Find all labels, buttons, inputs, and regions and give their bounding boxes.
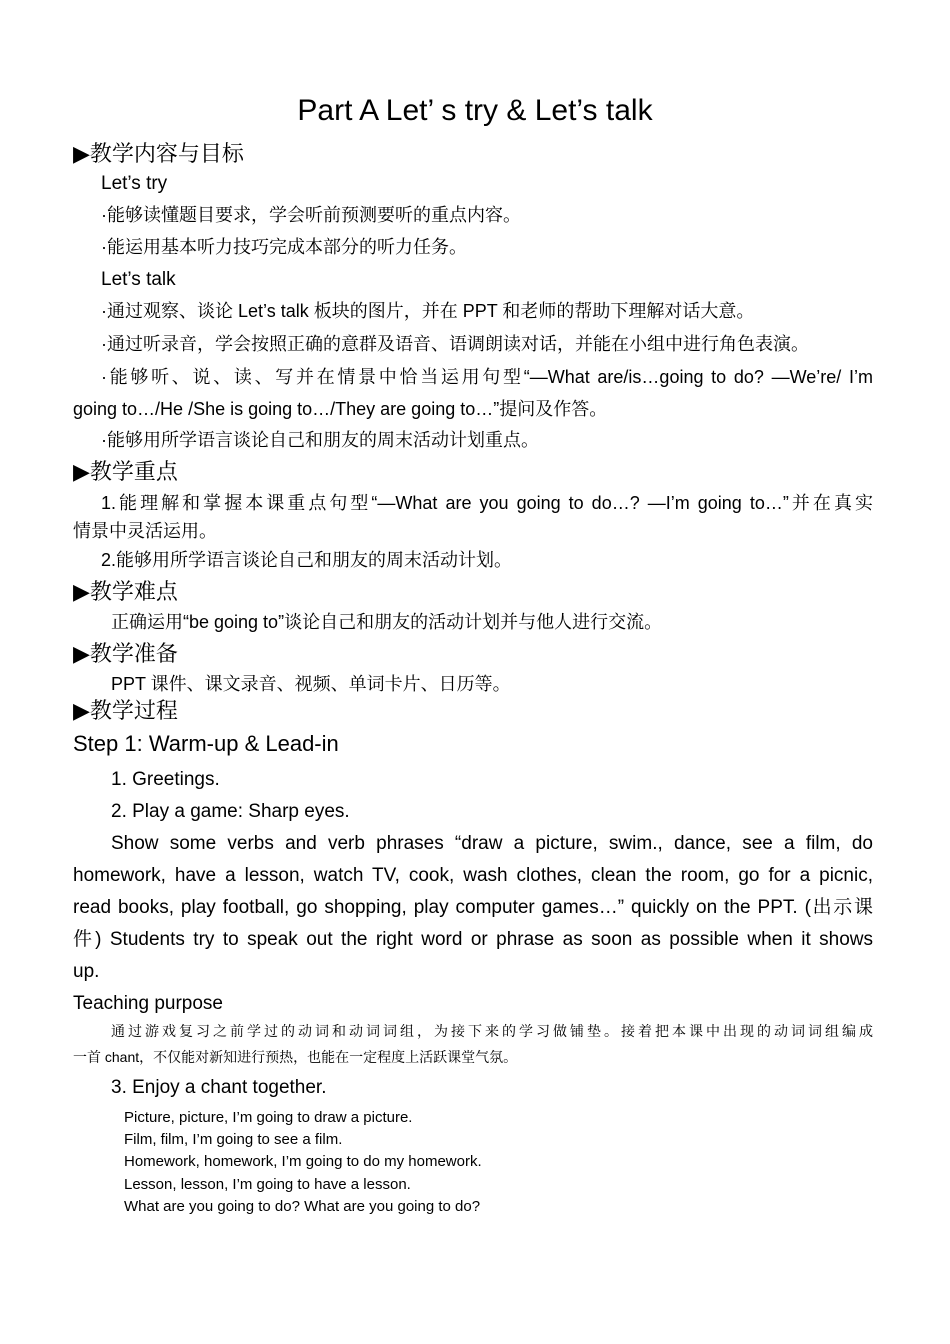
heading-goals: ▶教学内容与目标 — [73, 141, 244, 166]
game-paragraph-line-5: up. — [73, 961, 100, 982]
game-paragraph-line-4: 件) Students try to speak out the right word or phrase as soon as possible when it shows — [73, 929, 873, 950]
key-point-1-line-2: 情景中灵活运用。 — [73, 521, 217, 541]
key-point-2: 2.能够用所学语言谈论自己和朋友的周末活动计划。 — [101, 550, 513, 570]
goal-talk-3-line-1: ·能够听、说、读、写并在情景中恰当运用句型“—What are/is…going to do? —We’re/ I’m — [101, 367, 873, 387]
difficulty-text: 正确运用“be going to”谈论自己和朋友的活动计划并与他人进行交流。 — [111, 612, 663, 632]
game-paragraph-line-3: read books, play football, go shopping, play computer games…” quickly on the PPT. (出示课 — [73, 897, 873, 918]
step-game: 2. Play a game: Sharp eyes. — [111, 801, 350, 822]
heading-difficulties: ▶教学难点 — [73, 579, 178, 604]
teaching-purpose-label: Teaching purpose — [73, 993, 223, 1014]
heading-key-points: ▶教学重点 — [73, 459, 178, 484]
goal-talk-1: ·通过观察、谈论 Let’s talk 板块的图片，并在 PPT 和老师的帮助下理解对话大意。 — [101, 301, 755, 321]
page-title: Part A Let’ s try & Let’s talk — [297, 94, 653, 127]
teaching-purpose-line-1: 通过游戏复习之前学过的动词和动词词组，为接下来的学习做铺垫。接着把本课中出现的动词词组编成 — [111, 1023, 873, 1039]
teaching-purpose-line-2: 一首 chant，不仅能对新知进行预热，也能在一定程度上活跃课堂气氛。 — [73, 1049, 518, 1065]
chant-line: What are you going to do? What are you going to do? — [124, 1198, 481, 1215]
chant-line: Film, film, I’m going to see a film. — [124, 1131, 343, 1148]
key-point-1-line-1: 1.能理解和掌握本课重点句型“—What are you going to do…? —I’m going to…”并在真实 — [101, 493, 873, 513]
preparation-text: PPT 课件、课文录音、视频、单词卡片、日历等。 — [111, 674, 511, 694]
subheading-lets-try: Let’s try — [101, 173, 168, 194]
goal-talk-3-line-2: going to…/He /She is going to…/They are going to…”提问及作答。 — [73, 399, 608, 419]
step-1-title: Step 1: Warm-up & Lead-in — [73, 731, 339, 756]
subheading-lets-talk: Let’s talk — [101, 269, 176, 290]
step-greetings: 1. Greetings. — [111, 769, 220, 790]
goal-talk-4: ·能够用所学语言谈论自己和朋友的周末活动计划重点。 — [101, 430, 539, 450]
game-paragraph-line-1: Show some verbs and verb phrases “draw a picture, swim., dance, see a film, do — [111, 833, 873, 854]
game-paragraph-line-2: homework, have a lesson, watch TV, cook, wash clothes, clean the room, go for a picnic, — [73, 865, 873, 886]
goal-try-1: ·能够读懂题目要求，学会听前预测要听的重点内容。 — [101, 205, 521, 225]
chant-line: Lesson, lesson, I’m going to have a lesson. — [124, 1176, 411, 1193]
heading-process: ▶教学过程 — [73, 698, 178, 723]
heading-preparation: ▶教学准备 — [73, 641, 178, 666]
chant-line: Homework, homework, I’m going to do my homework. — [124, 1153, 482, 1170]
goal-try-2: ·能运用基本听力技巧完成本部分的听力任务。 — [101, 237, 467, 257]
chant-line: Picture, picture, I’m going to draw a picture. — [124, 1109, 413, 1126]
chant-label: 3. Enjoy a chant together. — [111, 1077, 327, 1098]
goal-talk-2: ·通过听录音，学会按照正确的意群及语音、语调朗读对话，并能在小组中进行角色表演。 — [101, 334, 809, 354]
